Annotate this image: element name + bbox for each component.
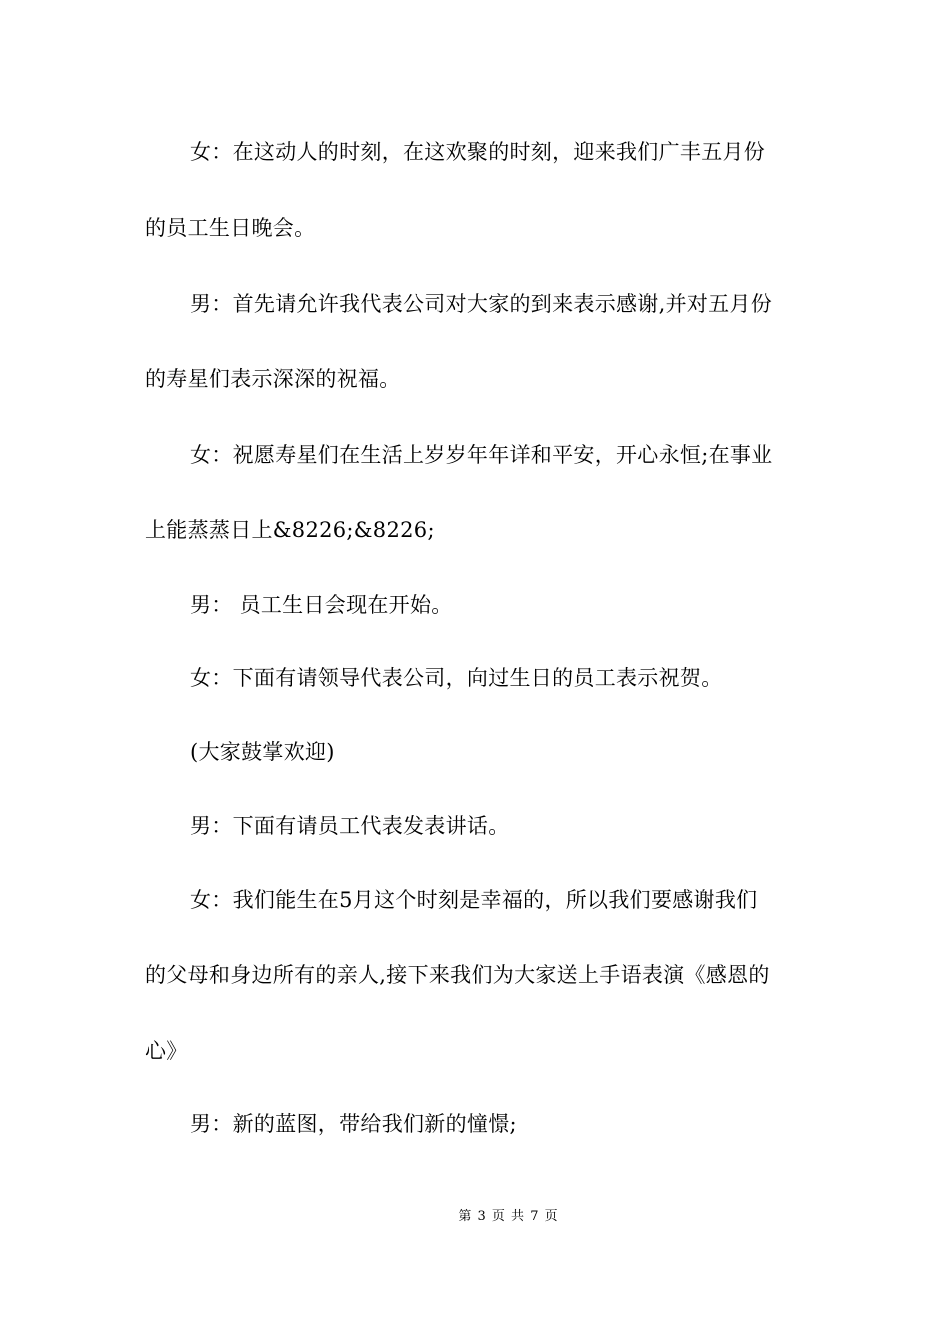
script-line-6: 上能蒸蒸日上&8226;&8226; — [145, 518, 435, 542]
script-line-14: 男：新的蓝图，带给我们新的憧憬; — [190, 1112, 517, 1136]
page-number-footer: 第 3 页 共 7 页 — [458, 1209, 558, 1224]
script-line-7: 男： 员工生日会现在开始。 — [190, 593, 453, 617]
script-line-2: 的员工生日晚会。 — [145, 216, 316, 240]
script-line-1: 女：在这动人的时刻，在这欢聚的时刻，迎来我们广丰五月份 — [190, 140, 766, 164]
script-line-4: 的寿星们表示深深的祝福。 — [145, 367, 401, 391]
script-line-9: (大家鼓掌欢迎) — [190, 740, 335, 764]
script-line-12: 的父母和身边所有的亲人,接下来我们为大家送上手语表演《感恩的 — [145, 963, 770, 987]
script-line-11: 女：我们能生在5月这个时刻是幸福的，所以我们要感谢我们 — [190, 888, 758, 912]
script-line-13: 心》 — [145, 1039, 188, 1063]
script-line-5: 女：祝愿寿星们在生活上岁岁年年详和平安，开心永恒;在事业 — [190, 443, 773, 467]
script-line-3: 男：首先请允许我代表公司对大家的到来表示感谢,并对五月份 — [190, 292, 773, 316]
script-line-8: 女：下面有请领导代表公司，向过生日的员工表示祝贺。 — [190, 666, 723, 690]
script-line-10: 男：下面有请员工代表发表讲话。 — [190, 814, 510, 838]
